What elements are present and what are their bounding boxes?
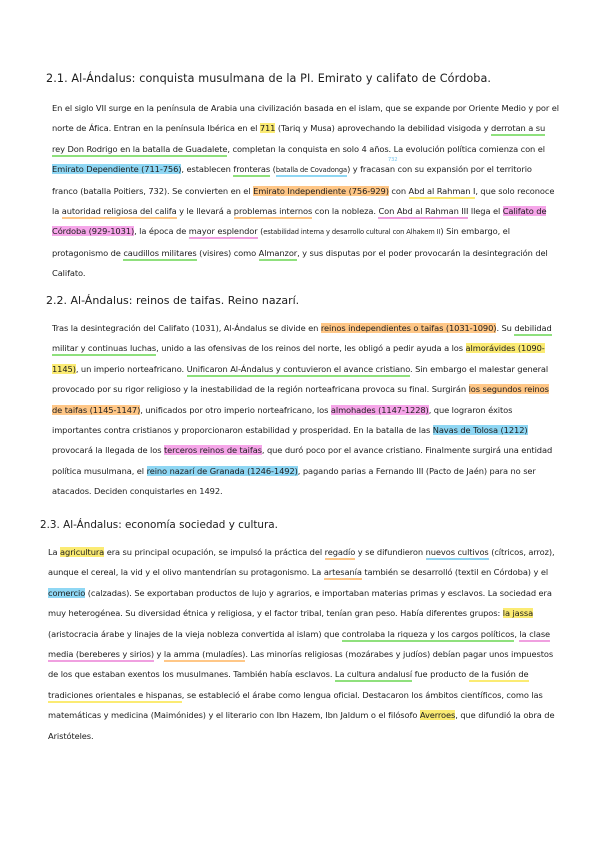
highlight-jassa: la jassa (502, 608, 534, 619)
paragraph-economia: La agricultura era su principal ocupación, se impulsó la práctica del regadío y se difundieron nuevos cultivos (cítricos, arroz), aunque el cereal, la vid y el olivo mantendrían su protagonismo. La artesanía también se desarrolló (textil en Córdoba) y el comercio (calzadas). Se exportaban productos de lujo y agrarios, e importaban materias primas y esclavos. La sociedad era muy heterogénea. Su diversidad étnica y religiosa, y el factor tribal, tenían gran peso. Había diferentes grupos: la jassa (aristocracia árabe y linajes de la vieja nobleza convertida al islam) que controlaba la riqueza y los cargos políticos, la clase media (bereberes y sirios) y la amma (muladíes). Las minorías religiosas (mozárabes y judíos) debían pagar unos impuestos de los que estaban exentos los musulmanes. También había esclavos. La cultura andalusí fue producto de la fusión de tradiciones orientales e hispanas, se estableció el árabe como lengua oficial. Destacaron los ámbitos científicos, como las matemáticas y medicina (Maimónides) y el literario con Ibn Hazem, Ibn Jaldum o el filósofo Averroes, que difundió la obra de Aristóteles. (48, 547, 555, 741)
highlight-califato: Califato de Córdoba (929-1031) (52, 206, 547, 237)
highlight-almoravides: almorávides (1090-1145) (52, 343, 545, 374)
underline-amma: la amma (muladíes) (164, 649, 245, 662)
section-heading-emirato-califato: 2.1. Al-Ándalus: conquista musulmana de la PI. Emirato y califato de Córdoba. (46, 72, 492, 85)
highlight-year: 711 (259, 123, 276, 134)
highlight-navas-tolosa: Navas de Tolosa (1212) (432, 425, 528, 436)
highlight-almohades: almohades (1147-1228) (330, 404, 429, 415)
underline-mayor-esplendor: mayor esplendor (189, 226, 258, 239)
underline-unificaron: Unificaron Al-Ándalus y contuvieron el avance cristiano (187, 364, 410, 377)
underline-covadonga: batalla de Covadonga (276, 166, 347, 177)
section-heading-taifas: 2.2. Al-Ándalus: reinos de taifas. Reino nazarí. (46, 294, 300, 307)
underline-artesania: artesanía (324, 567, 362, 580)
highlight-terceros-taifas: terceros reinos de taifas (163, 445, 262, 456)
paragraph-conquista: En el siglo VII surge en la península de Arabia una civilización basada en el islam, que se expande por Oriente Medio y por el norte de Áfica. Entran en la península Ibérica en el 711 (Tariq y Musa) aprovechando la debilidad visigoda y derrotan a su rey Don Rodrigo en la batalla de Guadalete, completan la conquista en solo 4 años. La evolución política comienza con el Emirato Dependiente (711-756), establecen fronteras (batalla de Covadonga) y fracasan con su expansión por el territorio franco (batalla Poitiers, 732). Se convierten en el Emirato Independiente (756-929) con Abd al Rahman I, que solo reconoce la autoridad religiosa del califa y le llevará a problemas internos con la nobleza. Con Abd al Rahman III llega el Califato de Córdoba (929-1031), la época de mayor esplendor (estabilidad interna y desarrollo cultural con Alhakem II) Sin embargo, el protagonismo de caudillos militares (visires) como Almanzor, y sus disputas por el poder provocarán la desintegración del Califato. (52, 103, 559, 279)
underline-nuevos-cultivos: nuevos cultivos (426, 547, 489, 560)
underline-abd-al-rahman-i: Abd al Rahman I (409, 186, 476, 199)
underline-fusion: de la fusión de tradiciones orientales e hispanas (48, 669, 529, 702)
highlight-comercio: comercio (48, 587, 86, 598)
underline-regadio: regadío (325, 547, 356, 560)
underline-riqueza: controlaba la riqueza y los cargos políticos (342, 629, 514, 642)
highlight-agricultura: agricultura (60, 547, 105, 557)
highlight-emirato-dependiente: Emirato Dependiente (711-756) (52, 164, 182, 175)
superscript-note: 732 (388, 157, 398, 163)
highlight-segundos-taifas: los segundos reinos de taifas (1145-1147) (52, 384, 549, 415)
underline-clase-media: la clase media (bereberes y sirios) (48, 629, 550, 662)
underline-debilidad-militar: debilidad militar y continuas luchas (52, 323, 552, 356)
section-heading-economia: 2.3. Al-Ándalus: economía sociedad y cultura. (40, 519, 278, 531)
underline-fronteras: fronteras (233, 164, 270, 177)
underline-guadalete: derrotan a su rey Don Rodrigo en la batalla de Guadalete (52, 123, 545, 156)
underline-abd-al-rahman-iii: Con Abd al Rahman III (378, 206, 468, 219)
highlight-reino-nazari: reino nazarí de Granada (1246-1492) (146, 465, 298, 476)
highlight-averroes: Averroes (419, 710, 456, 721)
underline-autoridad-religiosa: autoridad religiosa del califa (62, 206, 177, 219)
highlight-emirato-independiente: Emirato Independiente (756-929) (253, 185, 389, 196)
underline-cultura: La cultura andalusí (335, 669, 412, 682)
paragraph-taifas: Tras la desintegración del Califato (1031), Al-Ándalus se divide en reinos independientes o taifas (1031-1090). Su debilidad militar y continuas luchas, unido a las ofensivas de los reinos del norte, les obligó a pedir ayuda a los almorávides (1090-1145), un imperio norteafricano. Unificaron Al-Ándalus y contuvieron el avance cristiano. Sin embargo el malestar general provocado por su rigor religioso y la inestabilidad de la región norteafricana provoca su final. Surgirán los segundos reinos de taifas (1145-1147), unificados por otro imperio norteafricano, los almohades (1147-1228), que lograron éxitos importantes contra cristianos y proporcionaron estabilidad y prosperidad. En la batalla de las Navas de Tolosa (1212) provocará la llegada de los terceros reinos de taifas, que duró poco por el avance cristiano. Finalmente surgirá una entidad política musulmana, el reino nazarí de Granada (1246-1492), pagando parias a Fernando III (Pacto de Jaén) para no ser atacados. Deciden conquistarles en 1492. (52, 323, 553, 497)
highlight-reinos-taifas: reinos independientes o taifas (1031-1090) (320, 323, 497, 333)
underline-caudillos: caudillos militares (123, 248, 196, 261)
underline-almanzor: Almanzor (259, 248, 297, 261)
underline-problemas-internos: problemas internos (234, 206, 312, 219)
